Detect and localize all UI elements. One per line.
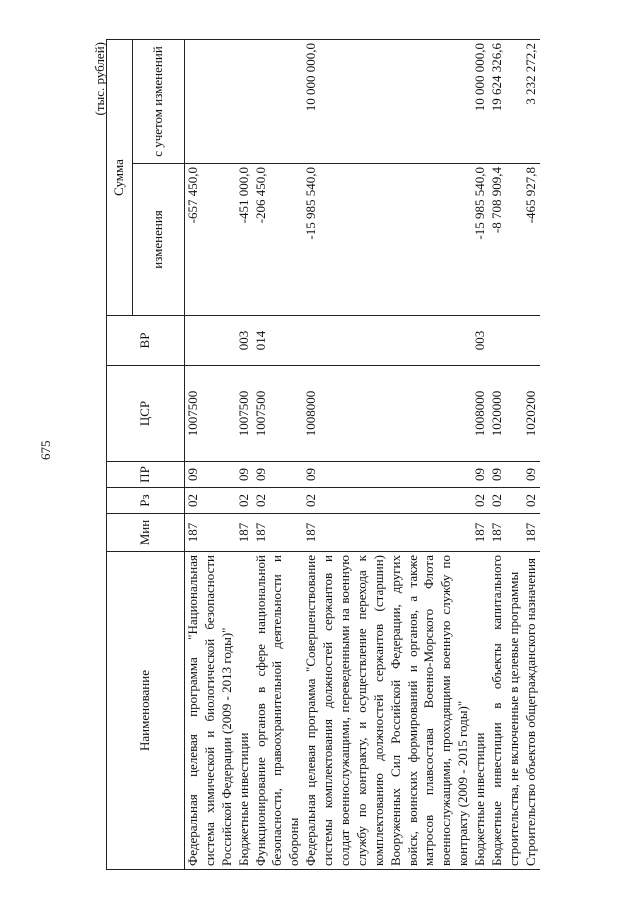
table-row bbox=[236, 40, 253, 870]
row-min: 187 bbox=[253, 514, 304, 552]
header-rz: Рз bbox=[107, 488, 185, 514]
row-vr bbox=[303, 316, 472, 366]
budget-table bbox=[106, 39, 540, 870]
row-change: -8 708 909,4 bbox=[489, 164, 523, 316]
table-body bbox=[185, 40, 540, 870]
header-vr: ВР bbox=[107, 316, 185, 366]
row-total: 19 624 326,6 bbox=[489, 40, 523, 164]
page-number: 675 bbox=[38, 440, 53, 460]
row-rz: 02 bbox=[489, 488, 523, 514]
row-name: Бюджетные инвестиции bbox=[236, 552, 253, 870]
row-name: Федеральная целевая программа "Национальная система химической и биологической безопасности Российской Федерации (2009 - 2013 годы)" bbox=[185, 552, 236, 870]
row-pr: 09 bbox=[489, 462, 523, 488]
row-vr bbox=[185, 316, 236, 366]
row-name: Федеральная целевая программа "Совершенствование системы комплектования должностей сержантов и солдат военнослужащими, переведенными на военную службу по контракту, и осуществление перехода к комплектованию должностей сержантов (старшин) Вооруженных Сил Российской Федерации, других войск, воинских формирований и органов, а также матросов плавсостава Военно-Морского Флота военнослужащими, проходящими военную службу по контракту (2009 - 2015 годы)" bbox=[303, 552, 472, 870]
row-vr bbox=[523, 316, 540, 366]
row-total: 10 000 000,0 bbox=[303, 40, 472, 164]
row-csr: 1008000 bbox=[472, 366, 489, 462]
rotated-page-content bbox=[92, 40, 602, 870]
row-csr: 1020000 bbox=[489, 366, 523, 462]
row-total: 10 000 000,0 bbox=[472, 40, 489, 164]
header-name: Наименование bbox=[107, 552, 185, 870]
header-pr: ПР bbox=[107, 462, 185, 488]
row-pr: 09 bbox=[236, 462, 253, 488]
row-csr: 1020200 bbox=[523, 366, 540, 462]
row-change: -451 000,0 bbox=[236, 164, 253, 316]
row-total: 3 232 272,2 bbox=[523, 40, 540, 164]
row-name: Бюджетные инвестиции в объекты капитального строительства, не включенные в целевые программы bbox=[489, 552, 523, 870]
row-min: 187 bbox=[472, 514, 489, 552]
row-name: Бюджетные инвестиции bbox=[472, 552, 489, 870]
row-change: -465 927,8 bbox=[523, 164, 540, 316]
row-min: 187 bbox=[523, 514, 540, 552]
row-min: 187 bbox=[185, 514, 236, 552]
row-csr: 1007500 bbox=[236, 366, 253, 462]
row-change: -206 450,0 bbox=[253, 164, 304, 316]
row-csr: 1007500 bbox=[253, 366, 304, 462]
table-row bbox=[253, 40, 304, 870]
row-rz: 02 bbox=[523, 488, 540, 514]
row-total bbox=[253, 40, 304, 164]
table-row bbox=[472, 40, 489, 870]
table-row bbox=[185, 40, 236, 870]
row-pr: 09 bbox=[185, 462, 236, 488]
table-row bbox=[489, 40, 523, 870]
row-change: -15 985 540,0 bbox=[472, 164, 489, 316]
row-csr: 1007500 bbox=[185, 366, 236, 462]
header-min: Мин bbox=[107, 514, 185, 552]
row-min: 187 bbox=[489, 514, 523, 552]
row-vr bbox=[489, 316, 523, 366]
header-change: изменения bbox=[133, 164, 185, 316]
header-sum: Сумма bbox=[107, 40, 133, 316]
row-pr: 09 bbox=[523, 462, 540, 488]
row-total bbox=[185, 40, 236, 164]
row-csr: 1008000 bbox=[303, 366, 472, 462]
row-name: Функционирование органов в сфере национальной безопасности, правоохранительной деятельности и обороны bbox=[253, 552, 304, 870]
row-name: Строительство объектов общегражданского назначения bbox=[523, 552, 540, 870]
table-row bbox=[303, 40, 472, 870]
row-rz: 02 bbox=[472, 488, 489, 514]
row-min: 187 bbox=[236, 514, 253, 552]
row-rz: 02 bbox=[303, 488, 472, 514]
header-csr: ЦСР bbox=[107, 366, 185, 462]
row-rz: 02 bbox=[185, 488, 236, 514]
header-with-changes: с учетом изменений bbox=[133, 40, 185, 164]
row-pr: 09 bbox=[472, 462, 489, 488]
row-vr: 014 bbox=[253, 316, 304, 366]
row-rz: 02 bbox=[236, 488, 253, 514]
row-rz: 02 bbox=[253, 488, 304, 514]
row-pr: 09 bbox=[253, 462, 304, 488]
row-change: -15 985 540,0 bbox=[303, 164, 472, 316]
row-pr: 09 bbox=[303, 462, 472, 488]
units-note: (тыс. рублей) bbox=[92, 42, 107, 116]
row-vr: 003 bbox=[472, 316, 489, 366]
row-vr: 003 bbox=[236, 316, 253, 366]
row-min: 187 bbox=[303, 514, 472, 552]
row-change: -657 450,0 bbox=[185, 164, 236, 316]
row-total bbox=[236, 40, 253, 164]
table-row bbox=[523, 40, 540, 870]
